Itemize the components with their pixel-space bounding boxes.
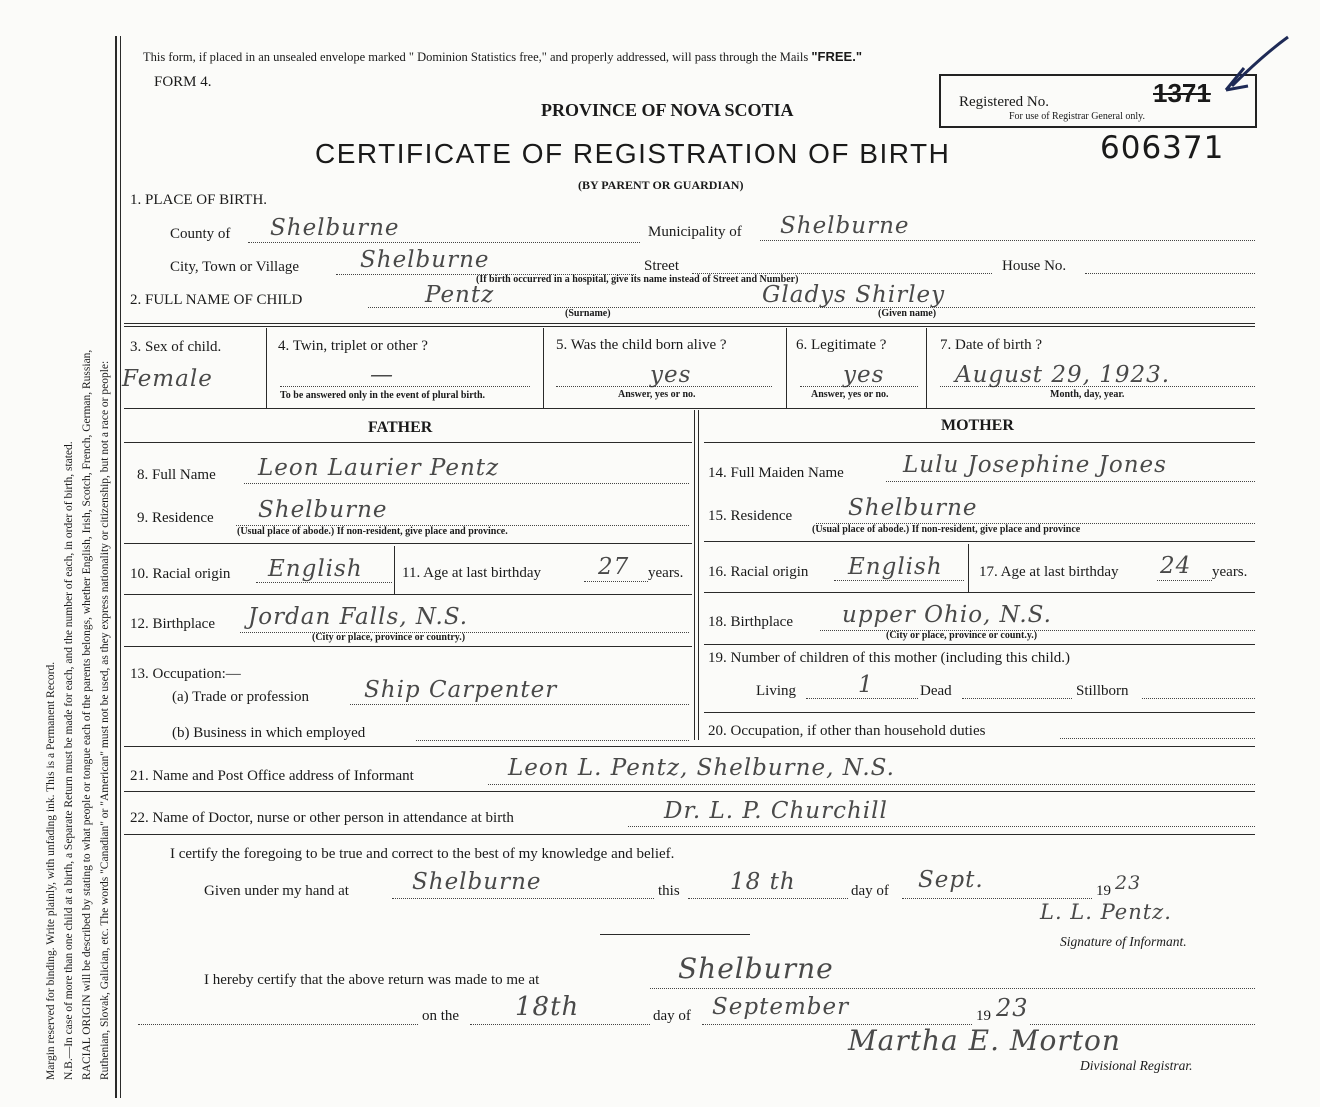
mother-race-label: 16. Racial origin bbox=[708, 564, 809, 580]
registered-no-label: Registered No. bbox=[959, 94, 1049, 110]
born-alive-note: Answer, yes or no. bbox=[618, 389, 696, 400]
rule-parents-top bbox=[124, 408, 1255, 409]
mother-residence-label: 15. Residence bbox=[708, 508, 793, 524]
mother-race-line bbox=[834, 580, 964, 581]
registrar-statement: I hereby certify that the above return was made to me at bbox=[204, 972, 540, 988]
trade-value: Ship Carpenter bbox=[364, 677, 558, 703]
father-name-value: Leon Laurier Pentz bbox=[258, 455, 500, 481]
day-line bbox=[688, 898, 848, 899]
father-age-label: 11. Age at last birthday bbox=[402, 565, 541, 581]
dob-label: 7. Date of birth ? bbox=[940, 337, 1043, 353]
mother-residence-value: Shelburne bbox=[848, 495, 978, 521]
father-race-age-divider bbox=[394, 546, 395, 594]
on-the-lead-line bbox=[138, 1024, 418, 1025]
living-line bbox=[806, 698, 918, 699]
father-residence-note: (Usual place of abode.) If non-resident, give place and province. bbox=[237, 526, 508, 537]
margin-note-1: Margin reserved for binding. Write plainly, with unfading ink. This is a Permanent Record. bbox=[45, 661, 57, 1080]
mother-rule-3 bbox=[704, 644, 1255, 645]
doctor-label: 22. Name of Doctor, nurse or other person in attendance at birth bbox=[130, 810, 514, 826]
mother-birthplace-label: 18. Birthplace bbox=[708, 614, 793, 630]
divider-4-5 bbox=[543, 328, 544, 408]
registrar-signature: Martha E. Morton bbox=[848, 1024, 1121, 1057]
mother-occupation-label: 20. Occupation, if other than household duties bbox=[708, 723, 986, 739]
father-rule-3 bbox=[124, 646, 692, 647]
business-line bbox=[416, 740, 689, 741]
father-race-line bbox=[256, 582, 392, 583]
reg-day-line bbox=[470, 1024, 650, 1025]
month-line bbox=[902, 898, 1092, 899]
child-given-name-value: Gladys Shirley bbox=[762, 282, 946, 308]
informant-line bbox=[488, 784, 1255, 785]
margin-note-2: N.B.—In case of more than one child at a birth, a Separate Return must be made for each, and the number of each, in order of birth, stated. bbox=[63, 441, 75, 1080]
legitimate-label: 6. Legitimate ? bbox=[796, 337, 887, 353]
child-name-label: 2. FULL NAME OF CHILD bbox=[130, 292, 303, 308]
trade-label: (a) Trade or profession bbox=[172, 689, 310, 705]
house-no-line bbox=[1085, 273, 1255, 274]
mail-notice: This form, if placed in an unsealed envelope marked " Dominion Statistics free," and properly addressed, will pass through the Mails "FREE." bbox=[143, 49, 862, 64]
registration-number: 606371 bbox=[1100, 130, 1225, 166]
mother-heading: MOTHER bbox=[941, 417, 1014, 434]
registered-no-old: 1371 bbox=[1153, 78, 1211, 108]
given-at-value: Shelburne bbox=[412, 869, 542, 895]
divider-3-4 bbox=[266, 328, 267, 408]
rule-child-top-2 bbox=[124, 326, 1255, 327]
year-suffix: 23 bbox=[1115, 872, 1142, 894]
children-count-label: 19. Number of children of this mother (including this child.) bbox=[708, 650, 1071, 666]
twin-value: — bbox=[370, 362, 394, 388]
mother-race-value: English bbox=[848, 554, 943, 580]
reg-day-of-label: day of bbox=[653, 1008, 691, 1024]
born-alive-label: 5. Was the child born alive ? bbox=[556, 337, 727, 353]
sex-value: Female bbox=[122, 366, 213, 392]
binding-rule-inner bbox=[120, 36, 121, 1098]
municipality-label: Municipality of bbox=[648, 224, 742, 240]
day-of-label: day of bbox=[851, 883, 889, 899]
pen-arrow-mark bbox=[1200, 34, 1295, 104]
mother-name-line bbox=[886, 481, 1255, 482]
surname-note: (Surname) bbox=[565, 308, 611, 319]
city-value: Shelburne bbox=[360, 247, 490, 273]
reg-year-prefix: 19 bbox=[976, 1008, 991, 1024]
business-label: (b) Business in which employed bbox=[172, 725, 366, 741]
divider-6-7 bbox=[926, 328, 927, 408]
year-prefix: 19 bbox=[1096, 883, 1111, 899]
hospital-note: (If birth occurred in a hospital, give its name instead of Street and Number) bbox=[476, 274, 799, 285]
doctor-value: Dr. L. P. Churchill bbox=[664, 798, 888, 824]
mother-name-label: 14. Full Maiden Name bbox=[708, 465, 844, 481]
dead-label: Dead bbox=[920, 683, 952, 699]
mother-rule-1 bbox=[704, 541, 1255, 542]
county-value: Shelburne bbox=[270, 215, 400, 241]
given-at-line bbox=[392, 898, 654, 899]
reg-month-value: September bbox=[712, 994, 850, 1020]
twin-note: To be answered only in the event of plural birth. bbox=[280, 390, 486, 401]
house-no-label: House No. bbox=[1002, 258, 1067, 274]
informant-signature: L. L. Pentz. bbox=[1040, 900, 1172, 924]
mother-race-age-divider bbox=[968, 544, 969, 592]
stillborn-label: Stillborn bbox=[1076, 683, 1129, 699]
father-age-line bbox=[584, 581, 648, 582]
mother-occupation-line bbox=[1060, 738, 1255, 739]
registrar-general-note: For use of Registrar General only. bbox=[1009, 111, 1145, 122]
registrar-place-line bbox=[650, 988, 1255, 989]
this-label: this bbox=[658, 883, 680, 899]
rule-doctor-bottom bbox=[124, 834, 1255, 835]
father-rule-2 bbox=[124, 594, 692, 595]
county-line bbox=[248, 242, 640, 243]
month-value: Sept. bbox=[918, 867, 984, 893]
twin-line bbox=[280, 386, 530, 387]
mother-age-label: 17. Age at last birthday bbox=[979, 564, 1119, 580]
stillborn-line bbox=[1142, 698, 1255, 699]
margin-note-4: Ruthenian, Slovak, Galician, etc. The words "Canadian" or "American" must not be used, as they express nationality or citizenship, but not a race or people: bbox=[99, 360, 111, 1080]
father-age-value: 27 bbox=[598, 554, 630, 580]
mother-residence-note: (Usual place of abode.) If non-resident, give place and province bbox=[812, 524, 1081, 535]
mother-heading-rule bbox=[704, 442, 1255, 443]
informant-label: 21. Name and Post Office address of Informant bbox=[130, 768, 414, 784]
dead-line bbox=[962, 698, 1072, 699]
legitimate-value: yes bbox=[843, 362, 885, 388]
reg-year-suffix: 23 bbox=[996, 994, 1029, 1022]
father-name-label: 8. Full Name bbox=[137, 467, 216, 483]
place-of-birth-heading: 1. PLACE OF BIRTH. bbox=[130, 192, 268, 208]
binding-rule bbox=[115, 36, 117, 1098]
father-occupation-label: 13. Occupation:— bbox=[130, 666, 241, 682]
mother-rule-2 bbox=[704, 592, 1255, 593]
legitimate-note: Answer, yes or no. bbox=[811, 389, 889, 400]
on-the-label: on the bbox=[422, 1008, 460, 1024]
sex-label: 3. Sex of child. bbox=[130, 339, 222, 355]
parents-divider-right bbox=[698, 410, 699, 740]
father-residence-value: Shelburne bbox=[258, 497, 388, 523]
street-label: Street bbox=[644, 258, 679, 274]
father-birthplace-note: (City or place, province or country.) bbox=[312, 632, 466, 643]
day-value: 18 th bbox=[730, 869, 796, 895]
dob-value: August 29, 1923. bbox=[955, 362, 1171, 388]
city-label: City, Town or Village bbox=[170, 259, 300, 275]
province-title: PROVINCE OF NOVA SCOTIA bbox=[541, 100, 794, 120]
trade-line bbox=[350, 704, 689, 705]
form-number: FORM 4. bbox=[154, 74, 212, 90]
divider-5-6 bbox=[786, 328, 787, 408]
living-label: Living bbox=[756, 683, 796, 699]
margin-note-3: RACIAL ORIGIN will be described by stating to what people or tongue each of the parents belongs, whether English, Irish, Scotch, French, German, Russian, bbox=[81, 349, 93, 1080]
given-name-note: (Given name) bbox=[878, 308, 937, 319]
mother-rule-4 bbox=[704, 712, 1255, 713]
certificate-subtitle: (BY PARENT OR GUARDIAN) bbox=[578, 178, 744, 192]
father-residence-label: 9. Residence bbox=[137, 510, 214, 526]
father-birthplace-value: Jordan Falls, N.S. bbox=[248, 604, 469, 630]
father-name-line bbox=[244, 483, 689, 484]
rule-informant-bottom bbox=[124, 791, 1255, 792]
mother-birthplace-value: upper Ohio, N.S. bbox=[842, 602, 1052, 628]
mother-birthplace-note: (City or place, province or count.y.) bbox=[886, 630, 1038, 641]
twin-label: 4. Twin, triplet or other ? bbox=[278, 338, 428, 354]
father-race-label: 10. Racial origin bbox=[130, 566, 231, 582]
father-birthplace-label: 12. Birthplace bbox=[130, 616, 215, 632]
given-at-label: Given under my hand at bbox=[204, 883, 349, 899]
certify-statement: I certify the foregoing to be true and correct to the best of my knowledge and belief. bbox=[170, 846, 675, 862]
reg-day-value: 18th bbox=[515, 992, 580, 1022]
father-race-value: English bbox=[268, 556, 363, 582]
municipality-line bbox=[760, 240, 1255, 241]
municipality-value: Shelburne bbox=[780, 213, 910, 239]
mother-name-value: Lulu Josephine Jones bbox=[903, 452, 1167, 478]
child-surname-value: Pentz bbox=[425, 282, 495, 308]
father-heading: FATHER bbox=[368, 419, 433, 436]
father-rule-1 bbox=[124, 543, 692, 544]
rule-child-top bbox=[124, 323, 1255, 324]
doctor-line bbox=[628, 826, 1255, 827]
living-value: 1 bbox=[858, 672, 874, 698]
rule-informant-top bbox=[124, 746, 1255, 747]
free-label: "FREE." bbox=[811, 49, 862, 64]
signature-rule bbox=[600, 934, 750, 935]
parents-divider-left bbox=[694, 410, 695, 740]
dob-note: Month, day, year. bbox=[1050, 389, 1125, 400]
mother-years-label: years. bbox=[1212, 564, 1248, 580]
county-label: County of bbox=[170, 226, 231, 242]
mother-age-line bbox=[1157, 580, 1212, 581]
informant-value: Leon L. Pentz, Shelburne, N.S. bbox=[508, 755, 895, 781]
born-alive-value: yes bbox=[650, 362, 692, 388]
registrar-place-value: Shelburne bbox=[678, 952, 834, 985]
divisional-registrar-label: Divisional Registrar. bbox=[1080, 1058, 1193, 1073]
informant-signature-label: Signature of Informant. bbox=[1060, 934, 1187, 949]
father-years-label: years. bbox=[648, 565, 684, 581]
father-heading-rule bbox=[124, 442, 692, 443]
certificate-title: CERTIFICATE OF REGISTRATION OF BIRTH bbox=[315, 138, 951, 169]
mother-age-value: 24 bbox=[1160, 553, 1192, 579]
